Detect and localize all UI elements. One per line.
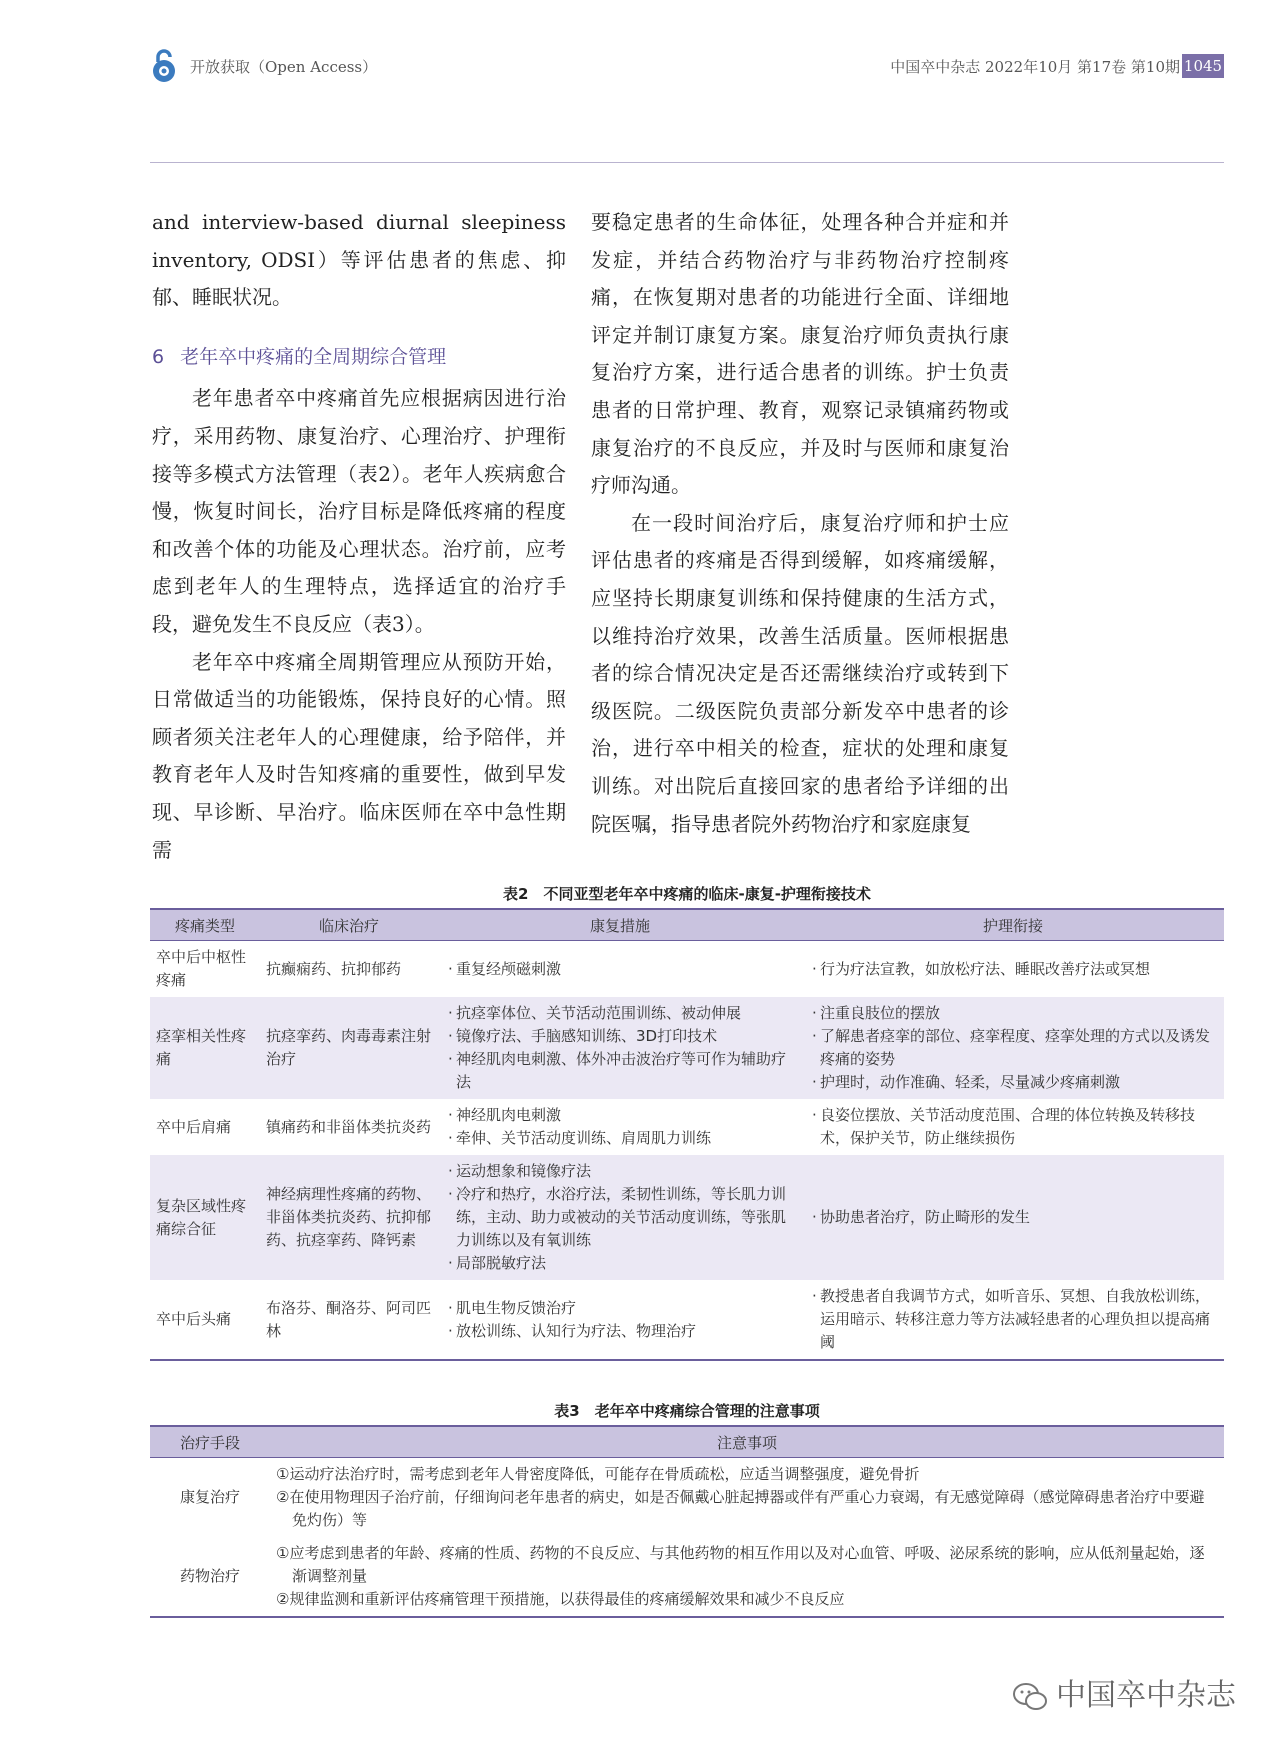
table-header-row [150, 1426, 1224, 1458]
table-row [150, 1155, 1224, 1280]
pain-type-cell: 卒中后中枢性疼痛 [156, 948, 247, 989]
table-row [150, 1099, 1224, 1155]
notes-cell [270, 1537, 1224, 1617]
paragraph: 要稳定患者的生命体征，处理各种合并症和并发症，并结合药物治疗与非药物治疗控制疼痛，在恢复期对患者的功能进行全面、详细地评定并制订康复方案。康复治疗师负责执行康复治疗方案，进行适合患者的训练。护士负责患者的日常护理、教育，观察记录镇痛药物或康复治疗的不良反应，并及时与医师和康复治疗师沟通。 [591, 210, 1009, 498]
clinical-cell: 抗痉挛药、肉毒毒素注射治疗 [260, 997, 438, 1099]
column-header: 疼痛类型 [150, 909, 260, 941]
column-header: 注意事项 [270, 1426, 1224, 1458]
rehab-cell [438, 1155, 802, 1280]
clinical-cell: 抗癫痫药、抗抑郁药 [266, 959, 402, 978]
list-item: ②规律监测和重新评估疼痛管理干预措施，以获得最佳的疼痛缓解效果和减少不良反应 [276, 1590, 845, 1608]
list-item: · 抗痉挛体位、关节活动范围训练、被动伸展 [444, 1002, 796, 1025]
right-column [591, 204, 1009, 843]
list-item: · 神经肌肉电刺激、体外冲击波治疗等可作为辅助疗法 [444, 1048, 796, 1094]
table3 [150, 1425, 1224, 1618]
pain-type-cell: 卒中后头痛 [150, 1280, 260, 1360]
section-number: 6 [152, 345, 165, 368]
page-header [150, 48, 1224, 88]
list-item: ②在使用物理因子治疗前，仔细询问老年患者的病史，如是否佩戴心脏起搏器或伴有严重心力衰竭，有无感觉障碍（感觉障碍患者治疗中要避免灼伤）等 [276, 1488, 1205, 1529]
rehab-cell [438, 1280, 802, 1360]
table-row [150, 997, 1224, 1099]
nursing-cell [802, 1280, 1224, 1360]
nursing-cell-list [808, 1002, 1218, 1094]
table-row [150, 1280, 1224, 1360]
list-item: · 了解患者痉挛的部位、痉挛程度、痉挛处理的方式以及诱发疼痛的姿势 [808, 1025, 1218, 1071]
pain-type-cell: 卒中后肩痛 [156, 1117, 232, 1136]
list-item: · 牵伸、关节活动度训练、肩周肌力训练 [444, 1127, 796, 1150]
clinical-cell: 布洛芬、酮洛芬、阿司匹林 [260, 1280, 438, 1360]
list-item: · 局部脱敏疗法 [444, 1252, 796, 1275]
paragraph: 老年卒中疼痛全周期管理应从预防开始，日常做适当的功能锻炼，保持良好的心情。照顾者须关注老年人的心理健康，给予陪伴，并教育老年人及时告知疼痛的重要性，做到早发现、早诊断、早治疗。临床医师在卒中急性期需 [152, 649, 566, 862]
nursing-cell [802, 997, 1224, 1099]
nursing-cell-list [808, 958, 1218, 981]
paragraph: 在一段时间治疗后，康复治疗师和护士应评估患者的疼痛是否得到缓解，如疼痛缓解，应坚持长期康复训练和保持健康的生活方式，以维持治疗效果，改善生活质量。医师根据患者的综合情况决定是否还需继续治疗或转到下级医院。二级医院负责部分新发卒中患者的诊治，进行卒中相关的检查，症状的处理和康复训练。对出院后直接回家的患者给予详细的出院医嘱，指导患者院外药物治疗和家庭康复 [591, 510, 1009, 836]
column-header: 治疗手段 [150, 1426, 270, 1458]
nursing-cell [802, 1155, 1224, 1280]
pain-type-cell: 痉挛相关性疼痛 [150, 997, 260, 1099]
rehab-cell-list [444, 1104, 796, 1150]
clinical-cell: 镇痛药和非甾体类抗炎药 [266, 1117, 432, 1136]
list-item: · 护理时，动作准确、轻柔，尽量减少疼痛刺激 [808, 1071, 1218, 1094]
list-item: · 镜像疗法、手脑感知训练、3D打印技术 [444, 1025, 796, 1048]
rehab-cell-list [444, 1160, 796, 1275]
column-header: 护理衔接 [802, 909, 1224, 941]
rehab-cell-list [444, 1002, 796, 1094]
list-item: · 协助患者治疗，防止畸形的发生 [808, 1206, 1218, 1229]
table2 [150, 908, 1224, 1361]
section-title: 老年卒中疼痛的全周期综合管理 [180, 345, 447, 368]
rehab-cell-list [444, 958, 796, 981]
nursing-cell-list [808, 1285, 1218, 1354]
nursing-cell [802, 941, 1224, 998]
method-cell: 康复治疗 [179, 1488, 240, 1506]
list-item: · 行为疗法宣教，如放松疗法、睡眠改善疗法或冥想 [808, 958, 1218, 981]
notes-cell [270, 1458, 1224, 1538]
watermark [1012, 1670, 1236, 1714]
open-access-label: 开放获取（Open Access） [190, 58, 378, 76]
method-cell: 药物治疗 [150, 1537, 270, 1617]
column-header: 康复措施 [438, 909, 802, 941]
list-item: · 重复经颅磁刺激 [444, 958, 796, 981]
watermark-text: 中国卒中杂志 [1056, 1678, 1236, 1713]
list-item: · 冷疗和热疗，水浴疗法，柔韧性训练，等长肌力训练，主动、助力或被动的关节活动度训练，等张肌力训练以及有氧训练 [444, 1183, 796, 1252]
journal-info: 中国卒中杂志 2022年10月 第17卷 第10期 [890, 58, 1180, 76]
table-header-row [150, 909, 1224, 941]
notes-cell-list [276, 1463, 1218, 1532]
table-row [150, 941, 1224, 998]
paragraph: 老年患者卒中疼痛首先应根据病因进行治疗，采用药物、康复治疗、心理治疗、护理衔接等多模式方法管理（表2）。老年人疾病愈合慢，恢复时间长，治疗目标是降低疼痛的程度和改善个体的功能及心理状态。治疗前，应考虑到老年人的生理特点，选择适宜的治疗手段，避免发生不良反应（表3）。 [152, 386, 566, 636]
list-item: · 良姿位摆放、关节活动度范围、合理的体位转换及转移技术，保护关节，防止继续损伤 [808, 1104, 1218, 1150]
list-item: · 运动想象和镜像疗法 [444, 1160, 796, 1183]
list-item: ①应考虑到患者的年龄、疼痛的性质、药物的不良反应、与其他药物的相互作用以及对心血管、呼吸、泌尿系统的影响，应从低剂量起始，逐渐调整剂量 [276, 1544, 1205, 1585]
table-row [150, 1458, 1224, 1538]
list-item: · 放松训练、认知行为疗法、物理治疗 [444, 1320, 796, 1343]
wechat-icon [1012, 1682, 1048, 1712]
list-item: · 注重良肢位的摆放 [808, 1002, 1218, 1025]
list-item: ①运动疗法治疗时，需考虑到老年人骨密度降低，可能存在骨质疏松，应适当调整强度，避免骨折 [276, 1465, 920, 1483]
nursing-cell-list [808, 1206, 1218, 1229]
paragraph: and interview-based diurnal sleepiness inventory, ODSI）等评估患者的焦虑、抑郁、睡眠状况。 [152, 210, 566, 310]
open-access-lock-icon [150, 48, 178, 84]
list-item: · 肌电生物反馈治疗 [444, 1297, 796, 1320]
header-divider [150, 162, 1224, 163]
table-row [150, 1537, 1224, 1617]
list-item: · 教授患者自我调节方式，如听音乐、冥想、自我放松训练，运用暗示、转移注意力等方法减轻患者的心理负担以提高痛阈 [808, 1285, 1218, 1354]
nursing-cell-list [808, 1104, 1218, 1150]
rehab-cell [438, 997, 802, 1099]
nursing-cell [802, 1099, 1224, 1155]
list-item: · 神经肌肉电刺激 [444, 1104, 796, 1127]
column-header: 临床治疗 [260, 909, 438, 941]
pain-type-cell: 复杂区域性疼痛综合征 [150, 1155, 260, 1280]
section-heading [152, 339, 566, 377]
rehab-cell-list [444, 1297, 796, 1343]
left-column [152, 204, 566, 869]
rehab-cell [438, 941, 802, 998]
clinical-cell: 神经病理性疼痛的药物、非甾体类抗炎药、抗抑郁药、抗痉挛药、降钙素 [260, 1155, 438, 1280]
rehab-cell [438, 1099, 802, 1155]
table3-caption: 表3 老年卒中疼痛综合管理的注意事项 [554, 1402, 820, 1420]
page-number: 1045 [1182, 54, 1224, 78]
notes-cell-list [276, 1542, 1218, 1611]
table2-caption: 表2 不同亚型老年卒中疼痛的临床-康复-护理衔接技术 [503, 885, 871, 903]
